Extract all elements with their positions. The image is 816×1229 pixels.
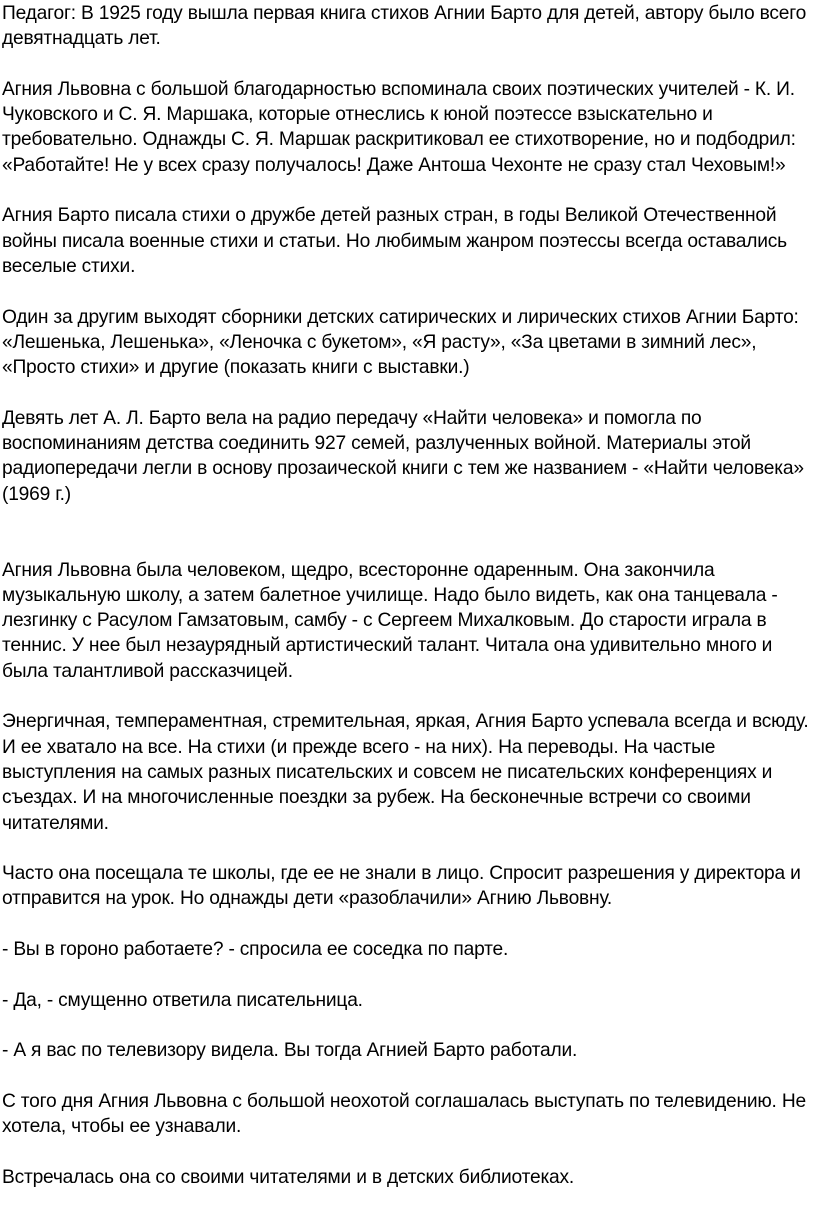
paragraph-intro: Педагог: В 1925 году вышла первая книга стихов Агнии Барто для детей, автору было всего девятнадцать лет.: [2, 3, 807, 50]
paragraph-radio: Девять лет А. Л. Барто вела на радио передачу «Найти человека» и помогла по воспоминаниям детства соединить 927 семей, разлученных войной. Материалы этой радиопередачи легли в основу прозаической книги с тем же названием - «Найти человека» (1969 г.): [2, 407, 804, 505]
paragraph-school-visits: Часто она посещала те школы, где ее не знали в лицо. Спросит разрешения у директора и отправится на урок. Но однажды дети «разоблачили» Агнию Львовну.: [2, 863, 801, 910]
paragraph-energy: Энергичная, темпераментная, стремительная, яркая, Агния Барто успевала всегда и всюду. И ее хватало на все. На стихи (и прежде всего - на них). На переводы. На частые выступления на самых разных писательских и совсем не писательских конференциях и съездах. И на многочисленные поездки за рубеж. На бесконечные встречи со своими читателями.: [2, 711, 809, 834]
paragraph-friendship-poems: Агния Барто писала стихи о дружбе детей разных стран, в годы Великой Отечественной войны писала военные стихи и статьи. Но любимым жанром поэтессы всегда оставались веселые стихи.: [2, 205, 787, 277]
paragraph-dialogue-tv: - А я вас по телевизору видела. Вы тогда Агнией Барто работали.: [2, 1040, 578, 1062]
paragraph-reluctance: С того дня Агния Львовна с большой неохотой соглашалась выступать по телевидению. Не хотела, чтобы ее узнавали.: [2, 1090, 806, 1138]
paragraph-libraries: Встречалась она со своими читателями и в детских библиотеках.: [2, 1166, 575, 1188]
paragraph-collections: Один за другим выходят сборники детских сатирических и лирических стихов Агнии Барто: «Лешенька, Лешенька», «Леночка с букетом», «Я расту», «За цветами в зимний лес», «Просто стихи» и другие (показать книги с выставки.): [2, 306, 799, 379]
paragraph-dialogue-answer: - Да, - смущенно ответила писательница.: [2, 989, 363, 1011]
paragraph-teachers: Агния Львовна с большой благодарностью вспоминала своих поэтических учителей - К. И. Чуковского и С. Я. Маршака, которые отнеслись к юной поэтессе взыскательно и требовательно. Однажды С. Я. Маршак раскритиковал ее стихотворение, но и подбодрил: «Работайте! Не у всех сразу получалось! Даже Антоша Чехонте не сразу стал Чеховым!»: [2, 78, 796, 176]
paragraph-talents: Агния Львовна была человеком, щедро, всесторонне одаренным. Она закончила музыкальную школу, а затем балетное училище. Надо было видеть, как она танцевала - лезгинку с Расулом Гамзатовым, самбу - с Сергеем Михалковым. До старости играла в теннис. У нее был незаурядный артистический талант. Читала она удивительно много и была талантливой рассказчицей.: [2, 559, 778, 682]
paragraph-dialogue-question: - Вы в гороно работаете? - спросила ее соседка по парте.: [2, 938, 509, 960]
